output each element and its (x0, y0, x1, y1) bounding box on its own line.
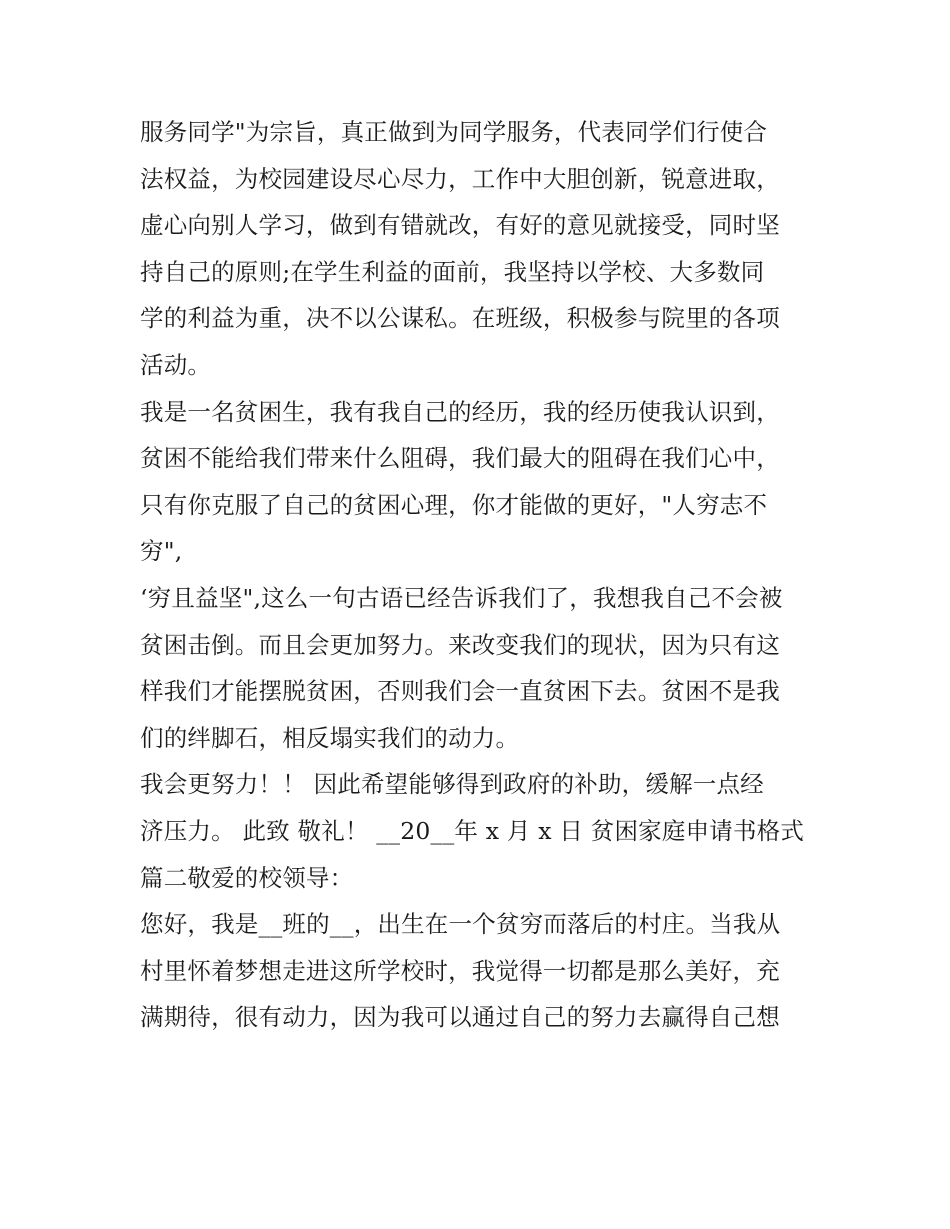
text-line: 们的绊脚石，相反塌实我们的动力。 (140, 723, 520, 752)
text-line: 村里怀着梦想走进这所学校时，我觉得一切都是那么美好，充 (140, 956, 780, 985)
text-line: 我是一名贫困生，我有我自己的经历，我的经历使我认识到， (140, 397, 780, 426)
body-text (140, 109, 820, 1041)
text-line: 您好，我是__班的__，出生在一个贫穷而落后的村庄。当我从 (140, 910, 781, 939)
text-line: 贫困不能给我们带来什么阻碍，我们最大的阻碍在我们心中， (140, 444, 780, 473)
text-line: 持自己的原则;在学生利益的面前，我坚持以学校、大多数同 (140, 257, 765, 286)
text-line: 虚心向别人学习，做到有错就改，有好的意见就接受，同时坚 (140, 211, 780, 240)
text-line: 法权益，为校园建设尽心尽力，工作中大胆创新，锐意进取， (140, 164, 780, 193)
text-line: 只有你克服了自己的贫困心理，你才能做的更好，"人穷志不 (140, 490, 768, 519)
text-line: 济压力。 此致 敬礼！ __20__年 x 月 x 日 贫困家庭申请书格式 (140, 816, 805, 845)
text-line: 贫困击倒。而且会更加努力。来改变我们的现状，因为只有这 (140, 630, 780, 659)
text-line: 我会更努力！！ 因此希望能够得到政府的补助，缓解一点经 (140, 770, 764, 799)
text-line: 服务同学"为宗旨，真正做到为同学服务，代表同学们行使合 (140, 118, 768, 146)
text-line: 学的利益为重，决不以公谋私。在班级，积极参与院里的各项 (140, 304, 780, 333)
text-line: 穷", (140, 537, 183, 566)
text-line: ‘穷且益坚",这么一句古语已经告诉我们了，我想我自己不会被 (140, 583, 783, 612)
text-line: 满期待，很有动力，因为我可以通过自己的努力去赢得自己想 (140, 1003, 780, 1032)
text-line: 样我们才能摆脱贫困，否则我们会一直贫困下去。贫困不是我 (140, 677, 780, 706)
text-line: 活动。 (140, 350, 212, 379)
text-line: 篇二敬爱的校领导： (140, 863, 354, 892)
